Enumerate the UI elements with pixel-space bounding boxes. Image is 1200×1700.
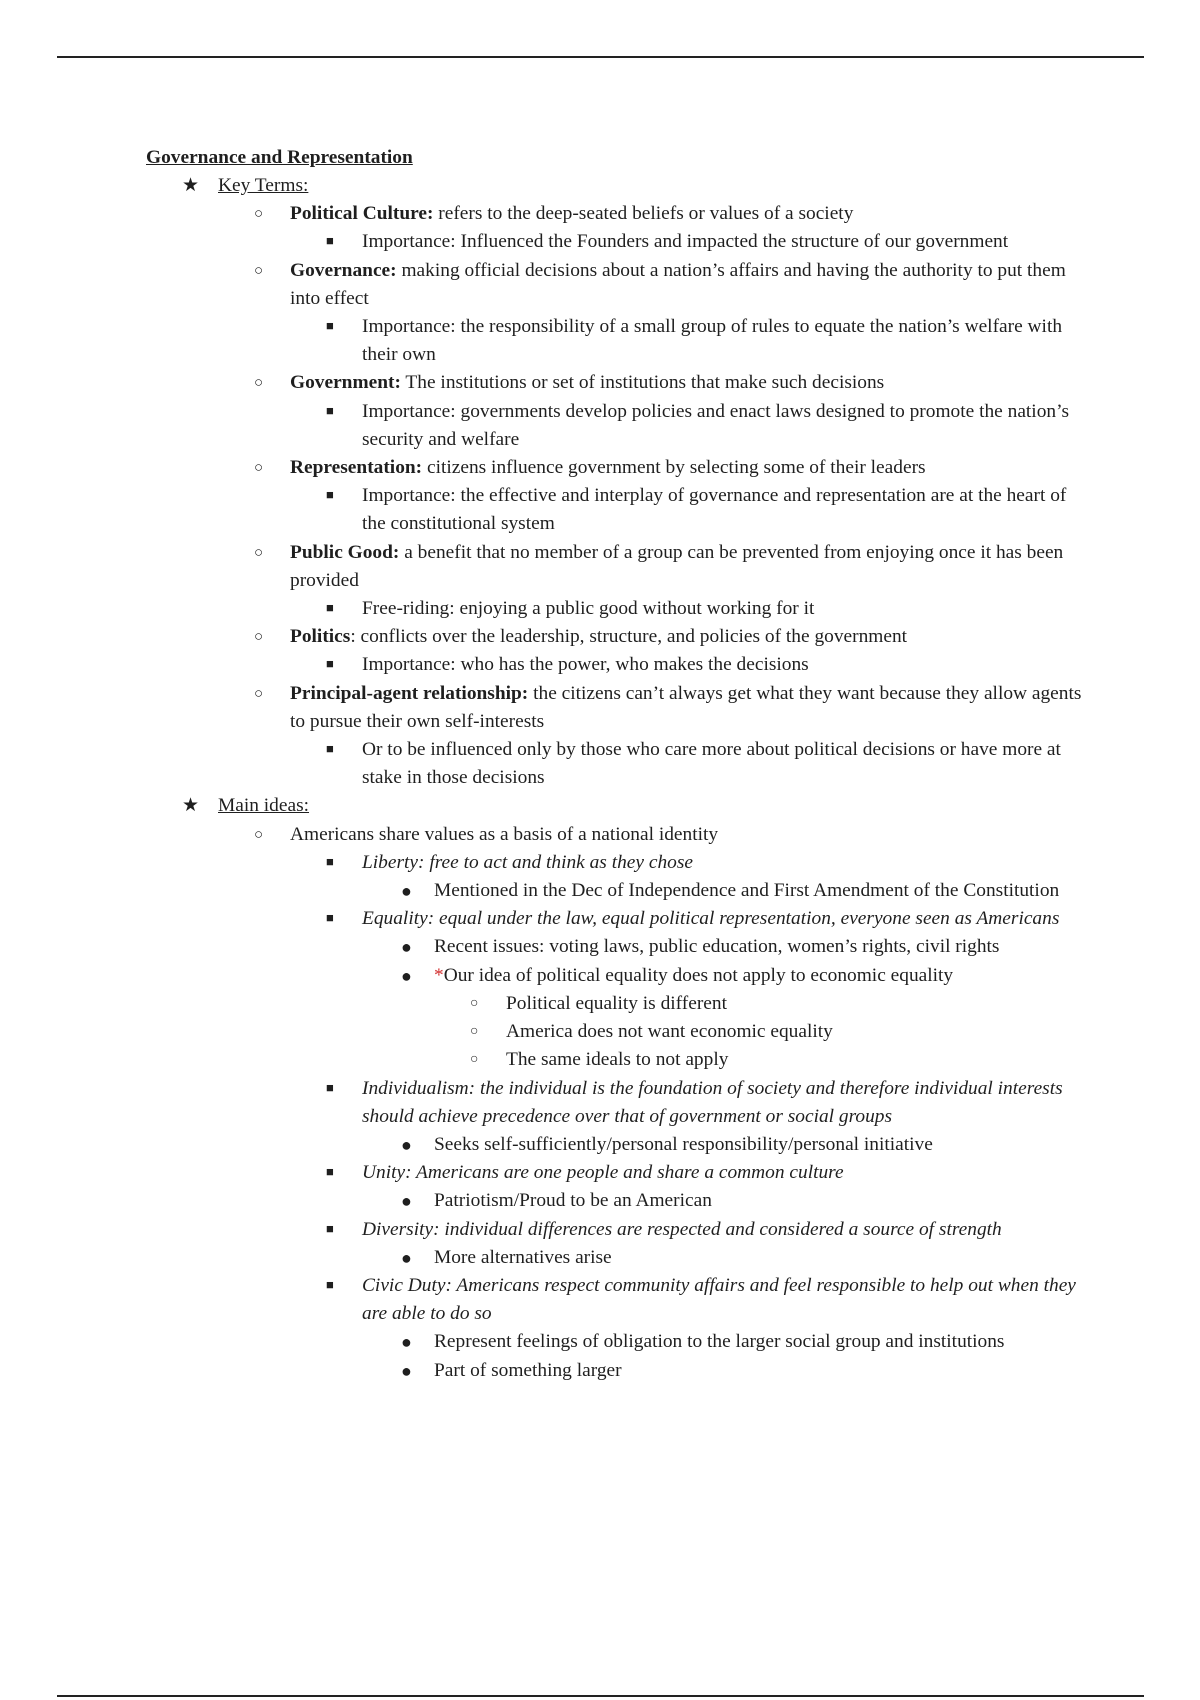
square-bullet-icon: ■ [326,1276,334,1292]
list-item [401,1244,1074,1272]
section-heading: Key Terms: [218,175,309,196]
value-label: Equality: equal under the law, equal political representation, everyone seen as Americans [362,908,1060,930]
list-item [326,1272,1082,1385]
list-item [326,595,1082,623]
term-definition: : conflicts over the leadership, structure, and policies of the government [350,626,908,648]
list-item [326,849,1082,905]
list-item [470,1018,1066,1046]
value-detail: Mentioned in the Dec of Independence and First Amendment of the Constitution [434,880,1060,902]
section-heading: Main ideas: [218,795,310,817]
square-bullet-icon: ■ [326,402,334,418]
circle-bullet-icon: ○ [254,206,264,223]
asterisk-icon: * [434,964,444,986]
term-label: Government: [290,372,401,394]
list-item [401,1357,1074,1385]
list-item [254,821,1100,1385]
key-terms-list [254,200,1100,792]
square-bullet-icon: ■ [326,487,334,503]
term-importance: Importance: the effective and interplay of governance and representation are at the heart of the constitutional system [362,485,1067,535]
sub-point: America does not want economic equality [506,1021,833,1043]
term-label: Politics [290,626,351,648]
circle-bullet-icon: ○ [254,685,264,702]
term-label: Principal-agent relationship: [290,682,529,704]
term-definition: making official decisions about a nation’s affairs and having the authority to put them into effect [290,259,1066,309]
list-item [326,1075,1082,1160]
star-bullet-icon: ★ [182,175,200,196]
list-item [401,1131,1074,1159]
circle-bullet-icon: ○ [254,629,264,646]
list-item [254,539,1100,624]
square-bullet-icon: ■ [326,910,334,926]
list-item [326,736,1082,792]
list-item [326,228,1082,256]
term-definition: refers to the deep-seated beliefs or values of a society [433,203,854,225]
value-label: Diversity: individual differences are respected and considered a source of strength [362,1218,1002,1240]
list-item [254,257,1100,370]
dot-bullet-icon: ● [401,1332,412,1353]
bottom-rule [57,1695,1144,1697]
circle-bullet-icon: ○ [254,375,264,392]
section-main-ideas [182,792,1118,1384]
section-key-terms [182,172,1118,792]
list-item [254,623,1100,679]
values-list [326,849,1082,1385]
square-bullet-icon: ■ [326,1164,334,1180]
list-item [326,1159,1082,1215]
value-label: Unity: Americans are one people and share a common culture [362,1162,844,1184]
list-item [470,1046,1066,1074]
circle-bullet-icon: ○ [470,1024,479,1040]
dot-bullet-icon: ● [401,1247,412,1268]
value-detail: Seeks self-sufficiently/personal responsibility/personal initiative [434,1133,933,1155]
circle-bullet-icon: ○ [254,544,264,561]
term-definition: citizens influence government by selecting some of their leaders [422,457,926,479]
value-label: Individualism: the individual is the foundation of society and therefore individual interests should achieve precedence over that of government or social groups [362,1077,1063,1127]
value-label: Civic Duty: Americans respect community affairs and feel responsible to help out when they are able to do so [362,1274,1076,1325]
term-importance: Importance: Influenced the Founders and impacted the structure of our government [362,231,1009,253]
square-bullet-icon: ■ [326,741,334,757]
dot-bullet-icon: ● [401,1134,412,1155]
sub-point: Political equality is different [506,992,727,1014]
term-importance: Importance: governments develop policies and enact laws designed to promote the nation’s security and welfare [362,400,1070,450]
circle-bullet-icon: ○ [254,460,264,477]
value-detail: Recent issues: voting laws, public education, women’s rights, civil rights [434,936,1000,958]
circle-bullet-icon: ○ [470,1052,479,1068]
list-item [326,313,1082,369]
list-item [401,933,1074,961]
list-item [254,454,1100,539]
value-detail: More alternatives arise [434,1246,612,1268]
term-importance: Importance: the responsibility of a small group of rules to equate the nation’s welfare with their own [362,316,1063,366]
list-item [326,905,1082,1074]
square-bullet-icon: ■ [326,600,334,616]
term-definition: The institutions or set of institutions that make such decisions [400,372,885,394]
list-item [326,482,1082,538]
square-bullet-icon: ■ [326,318,334,334]
list-item [254,369,1100,454]
section-list [182,172,1118,1385]
value-detail: Our idea of political equality does not apply to economic equality [443,964,954,986]
list-item [401,962,1074,1075]
dot-bullet-icon: ● [401,937,412,958]
square-bullet-icon: ■ [326,853,334,869]
term-definition: a benefit that no member of a group can be prevented from enjoying once it has been provided [290,541,1064,591]
document-title: Governance and Representation [146,147,413,168]
list-item [326,398,1082,454]
term-label: Public Good: [290,541,400,563]
term-importance: Or to be influenced only by those who care more about political decisions or have more at stake in those decisions [362,739,1061,789]
value-label: Liberty: free to act and think as they chose [362,851,693,873]
term-label: Political Culture: [290,203,434,225]
list-item [326,651,1082,679]
circle-bullet-icon: ○ [254,262,264,279]
sub-point: The same ideals to not apply [506,1049,729,1071]
term-label: Representation: [290,457,423,479]
square-bullet-icon: ■ [326,1220,334,1236]
circle-bullet-icon: ○ [470,995,479,1011]
dot-bullet-icon: ● [401,881,412,902]
list-item [401,877,1074,905]
top-rule [57,56,1144,58]
list-item [401,1328,1074,1356]
dot-bullet-icon: ● [401,1191,412,1212]
square-bullet-icon: ■ [326,1079,334,1095]
list-item [326,1216,1082,1272]
square-bullet-icon: ■ [326,656,334,672]
term-definition: the citizens can’t always get what they want because they allow agents to pursue their own self-interests [290,682,1082,732]
main-point: Americans share values as a basis of a national identity [290,823,719,845]
term-importance: Free-riding: enjoying a public good without working for it [362,598,815,620]
dot-bullet-icon: ● [401,1360,412,1381]
star-bullet-icon: ★ [182,795,200,817]
value-detail: Patriotism/Proud to be an American [434,1190,712,1212]
square-bullet-icon: ■ [326,233,334,249]
list-item [470,990,1066,1018]
list-item [254,680,1100,793]
term-label: Governance: [290,259,397,281]
circle-bullet-icon: ○ [254,826,264,843]
dot-bullet-icon: ● [401,965,412,986]
list-item [401,1187,1074,1215]
list-item [254,200,1100,256]
value-detail: Represent feelings of obligation to the larger social group and institutions [434,1331,1005,1353]
value-detail: Part of something larger [434,1359,622,1381]
term-importance: Importance: who has the power, who makes the decisions [362,654,809,676]
